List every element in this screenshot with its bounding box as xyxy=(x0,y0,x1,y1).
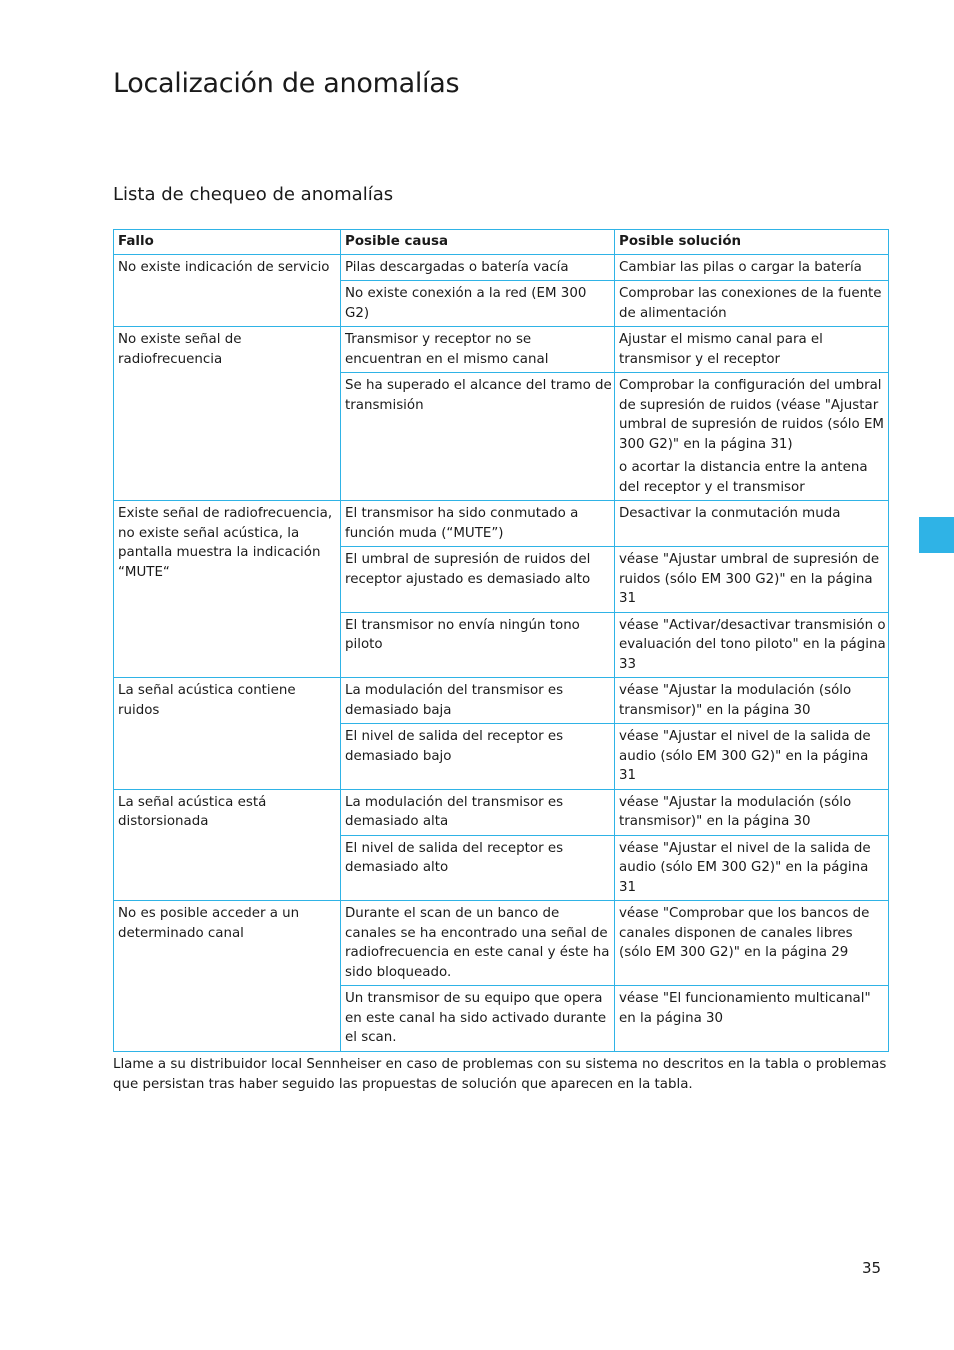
solution-cell xyxy=(615,373,889,501)
solution-text: véase "Ajustar umbral de supresión de ruidos (sólo EM 300 G2)" en la página 31 xyxy=(619,552,880,606)
solution-cell xyxy=(615,501,889,547)
fault-cell: La señal acústica está distorsionada xyxy=(114,789,341,901)
chapter-tab-marker xyxy=(919,517,954,553)
table-row xyxy=(114,501,889,547)
header-fault: Fallo xyxy=(114,230,341,255)
solution-text: Desactivar la conmutación muda xyxy=(619,506,841,521)
table-header-row xyxy=(114,230,889,255)
solution-cell xyxy=(615,327,889,373)
solution-cell xyxy=(615,789,889,835)
fault-cell: No existe indicación de servicio xyxy=(114,254,341,327)
solution-text: Ajustar el mismo canal para el transmisor y el receptor xyxy=(619,332,823,367)
cause-cell: Pilas descargadas o batería vacía xyxy=(341,254,615,281)
solution-cell xyxy=(615,281,889,327)
fault-cell: No existe señal de radiofrecuencia xyxy=(114,327,341,501)
solution-text: véase "Ajustar el nivel de la salida de audio (sólo EM 300 G2)" en la página 31 xyxy=(619,840,871,895)
footer-note: Llame a su distribuidor local Sennheiser en caso de problemas con su sistema no descritos en la tabla o problemas que persistan tras haber seguido las propuestas de solución que aparecen en la tabla. xyxy=(113,1057,887,1092)
table-row xyxy=(114,254,889,281)
fault-cell: Existe señal de radiofrecuencia, no existe señal acústica, la pantalla muestra la indicación “MUTE“ xyxy=(114,501,341,678)
header-cause: Posible causa xyxy=(341,230,615,255)
solution-cell xyxy=(615,986,889,1052)
cause-cell: Un transmisor de su equipo que opera en este canal ha sido activado durante el scan. xyxy=(341,986,615,1052)
solution-text: Comprobar las conexiones de la fuente de alimentación xyxy=(619,286,882,321)
page-number: 35 xyxy=(862,1259,882,1277)
table-body xyxy=(114,254,889,1051)
cause-cell: El umbral de supresión de ruidos del receptor ajustado es demasiado alto xyxy=(341,547,615,613)
solution-cell xyxy=(615,901,889,986)
fault-cell: La señal acústica contiene ruidos xyxy=(114,678,341,790)
solution-cell xyxy=(615,547,889,613)
solution-cell xyxy=(615,678,889,724)
table-row xyxy=(114,901,889,986)
table-row xyxy=(114,678,889,724)
solution-text: Cambiar las pilas o cargar la batería xyxy=(619,259,862,275)
solution-text: Comprobar la configuración del umbral de supresión de ruidos (véase "Ajustar umbral de supresión de ruidos (sólo EM 300 G2)" en la página 31) xyxy=(619,378,884,452)
solution-text: véase "Ajustar la modulación (sólo transmisor)" en la página 30 xyxy=(619,683,852,718)
table-row xyxy=(114,327,889,373)
solution-text: véase "Activar/desactivar transmisión o evaluación del tono piloto" en la página 33 xyxy=(619,617,886,672)
page-title: Localización de anomalías xyxy=(113,68,460,99)
fault-cell: No es posible acceder a un determinado canal xyxy=(114,901,341,1052)
solution-text: véase "El funcionamiento multicanal" en la página 30 xyxy=(619,991,871,1026)
cause-cell: El nivel de salida del receptor es demasiado alto xyxy=(341,835,615,901)
solution-text: véase "Ajustar la modulación (sólo transmisor)" en la página 30 xyxy=(619,794,852,829)
solution-text: o acortar la distancia entre la antena del receptor y el transmisor xyxy=(619,460,868,495)
cause-cell: El transmisor ha sido conmutado a función muda (“MUTE”) xyxy=(341,501,615,547)
solution-cell xyxy=(615,724,889,790)
header-solution: Posible solución xyxy=(615,230,889,255)
troubleshooting-table-container xyxy=(113,229,888,1052)
cause-cell: El transmisor no envía ningún tono piloto xyxy=(341,612,615,678)
cause-cell: Durante el scan de un banco de canales se ha encontrado una señal de radiofrecuencia en este canal y éste ha sido bloqueado. xyxy=(341,901,615,986)
solution-cell xyxy=(615,835,889,901)
section-title: Lista de chequeo de anomalías xyxy=(113,184,394,205)
cause-cell: La modulación del transmisor es demasiado alta xyxy=(341,789,615,835)
cause-cell: El nivel de salida del receptor es demasiado bajo xyxy=(341,724,615,790)
solution-text: véase "Comprobar que los bancos de canales disponen de canales libres (sólo EM 300 G2)" en la página 29 xyxy=(619,906,870,960)
table-row xyxy=(114,789,889,835)
cause-cell: Se ha superado el alcance del tramo de transmisión xyxy=(341,373,615,501)
cause-cell: La modulación del transmisor es demasiado baja xyxy=(341,678,615,724)
cause-cell: No existe conexión a la red (EM 300 G2) xyxy=(341,281,615,327)
solution-cell xyxy=(615,612,889,678)
solution-cell xyxy=(615,254,889,281)
troubleshooting-table xyxy=(113,229,889,1052)
solution-text: véase "Ajustar el nivel de la salida de audio (sólo EM 300 G2)" en la página 31 xyxy=(619,729,871,783)
cause-cell: Transmisor y receptor no se encuentran en el mismo canal xyxy=(341,327,615,373)
